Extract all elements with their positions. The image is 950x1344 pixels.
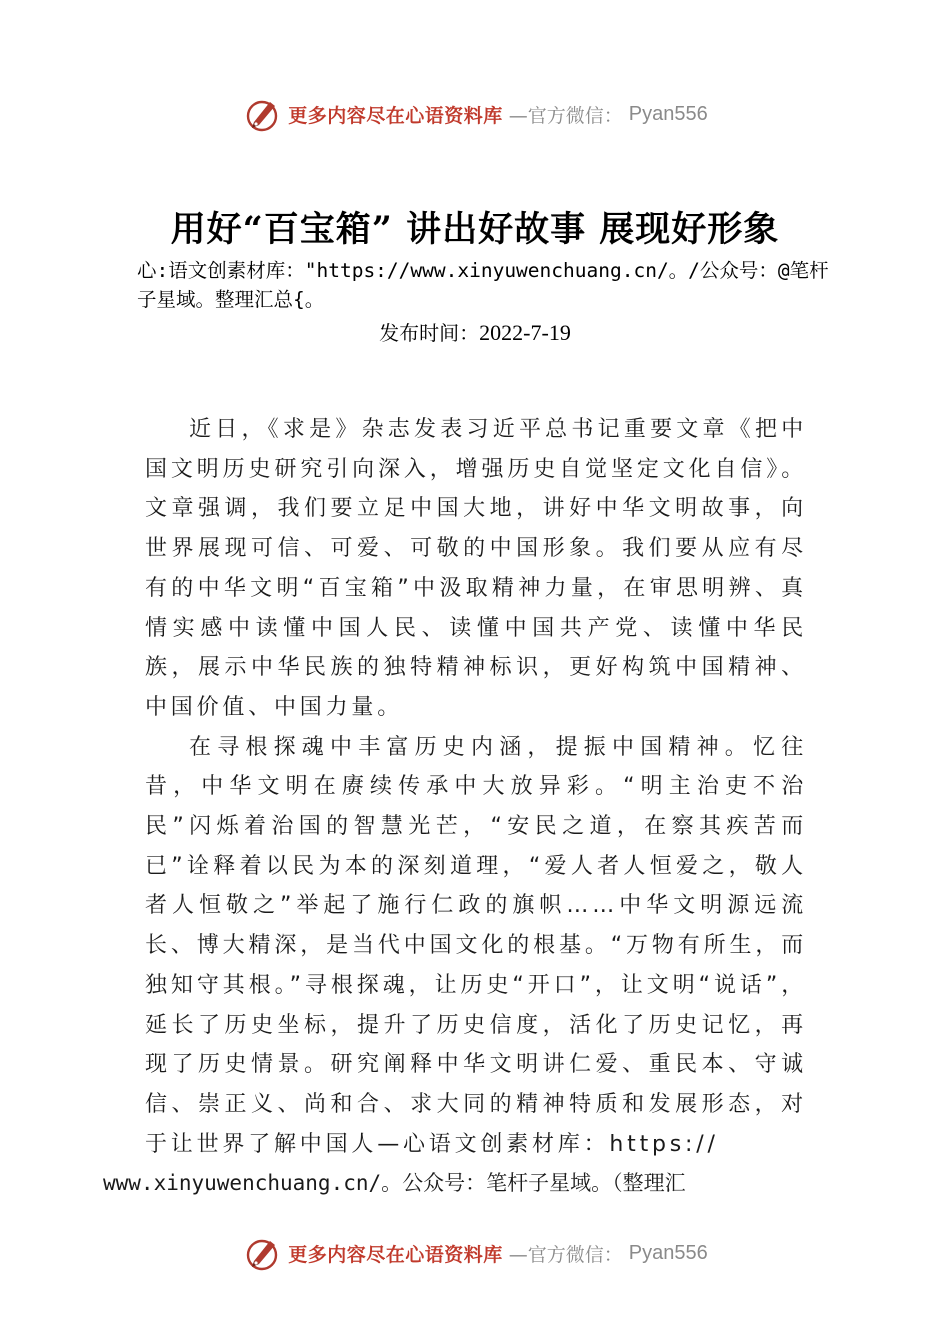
banner-wechat-label: —官方微信： (508, 1243, 623, 1266)
banner-wechat-id: Pyan556 (628, 1241, 708, 1264)
header-banner (0, 92, 950, 136)
paragraph-2 (103, 728, 807, 1204)
banner-wechat-id: Pyan556 (628, 102, 708, 125)
article-body (103, 410, 807, 1204)
article-title: 用好“百宝箱” 讲出好故事 展现好形象 (170, 209, 780, 250)
paragraph-1: 近日，《求是》杂志发表习近平总书记重要文章《把中国文明历史研究引向深入，增强历史自觉坚定文化自信》。文章强调，我们要立足中国大地，讲好中华文明故事，向世界展现可信、可爱、可敬的中国形象。我们要从应有尽有的中华文明“百宝箱”中汲取精神力量，在审思明辨、真情实感中读懂中国人民、读懂中国共产党、读懂中华民族，展示中华民族的独特精神标识，更好构筑中国精神、中国价值、中国力量。 (145, 417, 807, 720)
paragraph-2-text: 在寻根探魂中丰富历史内涵，提振中国精神。忆往昔，中华文明在赓续传承中大放异彩。“明主治吏不治民”闪烁着治国的智慧光芒，“安民之道，在察其疾苦而已”诠释着以民为本的深刻道理，“爱人者人恒爱之，敬人者人恒敬之”举起了施行仁政的旗帜……中华文明源远流长、博大精深，是当代中国文化的根基。“万物有所生，而独知守其根。”寻根探魂，让历史“开口”，让文明“说话”，延长了历史坐标，提升了历史信度，活化了历史记忆，再现了历史情景。研究阐释中华文明讲仁爱、重民本、守诚信、崇正义、尚和合、求大同的精神特质和发展形态，对于让世界了解中国人—心语文创素材库：https:// (145, 734, 807, 1157)
banner-promo-text: 更多内容尽在心语资料库 (288, 1243, 503, 1266)
pen-circle-logo-icon (242, 94, 282, 134)
banner-promo-text: 更多内容尽在心语资料库 (288, 104, 503, 127)
publish-date-value: 2022-7-19 (479, 320, 571, 345)
banner-wechat-label: —官方微信： (508, 104, 623, 127)
pen-circle-logo-icon (242, 1233, 282, 1273)
source-note: 心:语文创素材库："https://www.xinyuwenchuang.cn/。/公众号：@笔杆子星域。整理汇总{。 (137, 259, 829, 311)
publish-date (0, 317, 950, 346)
publish-date-label: 发布时间： (379, 321, 480, 345)
footer-banner (0, 1231, 950, 1275)
paragraph-2-tail: www.xinyuwenchuang.cn/。公众号：笔杆子星域。（整理汇 (103, 1171, 686, 1196)
